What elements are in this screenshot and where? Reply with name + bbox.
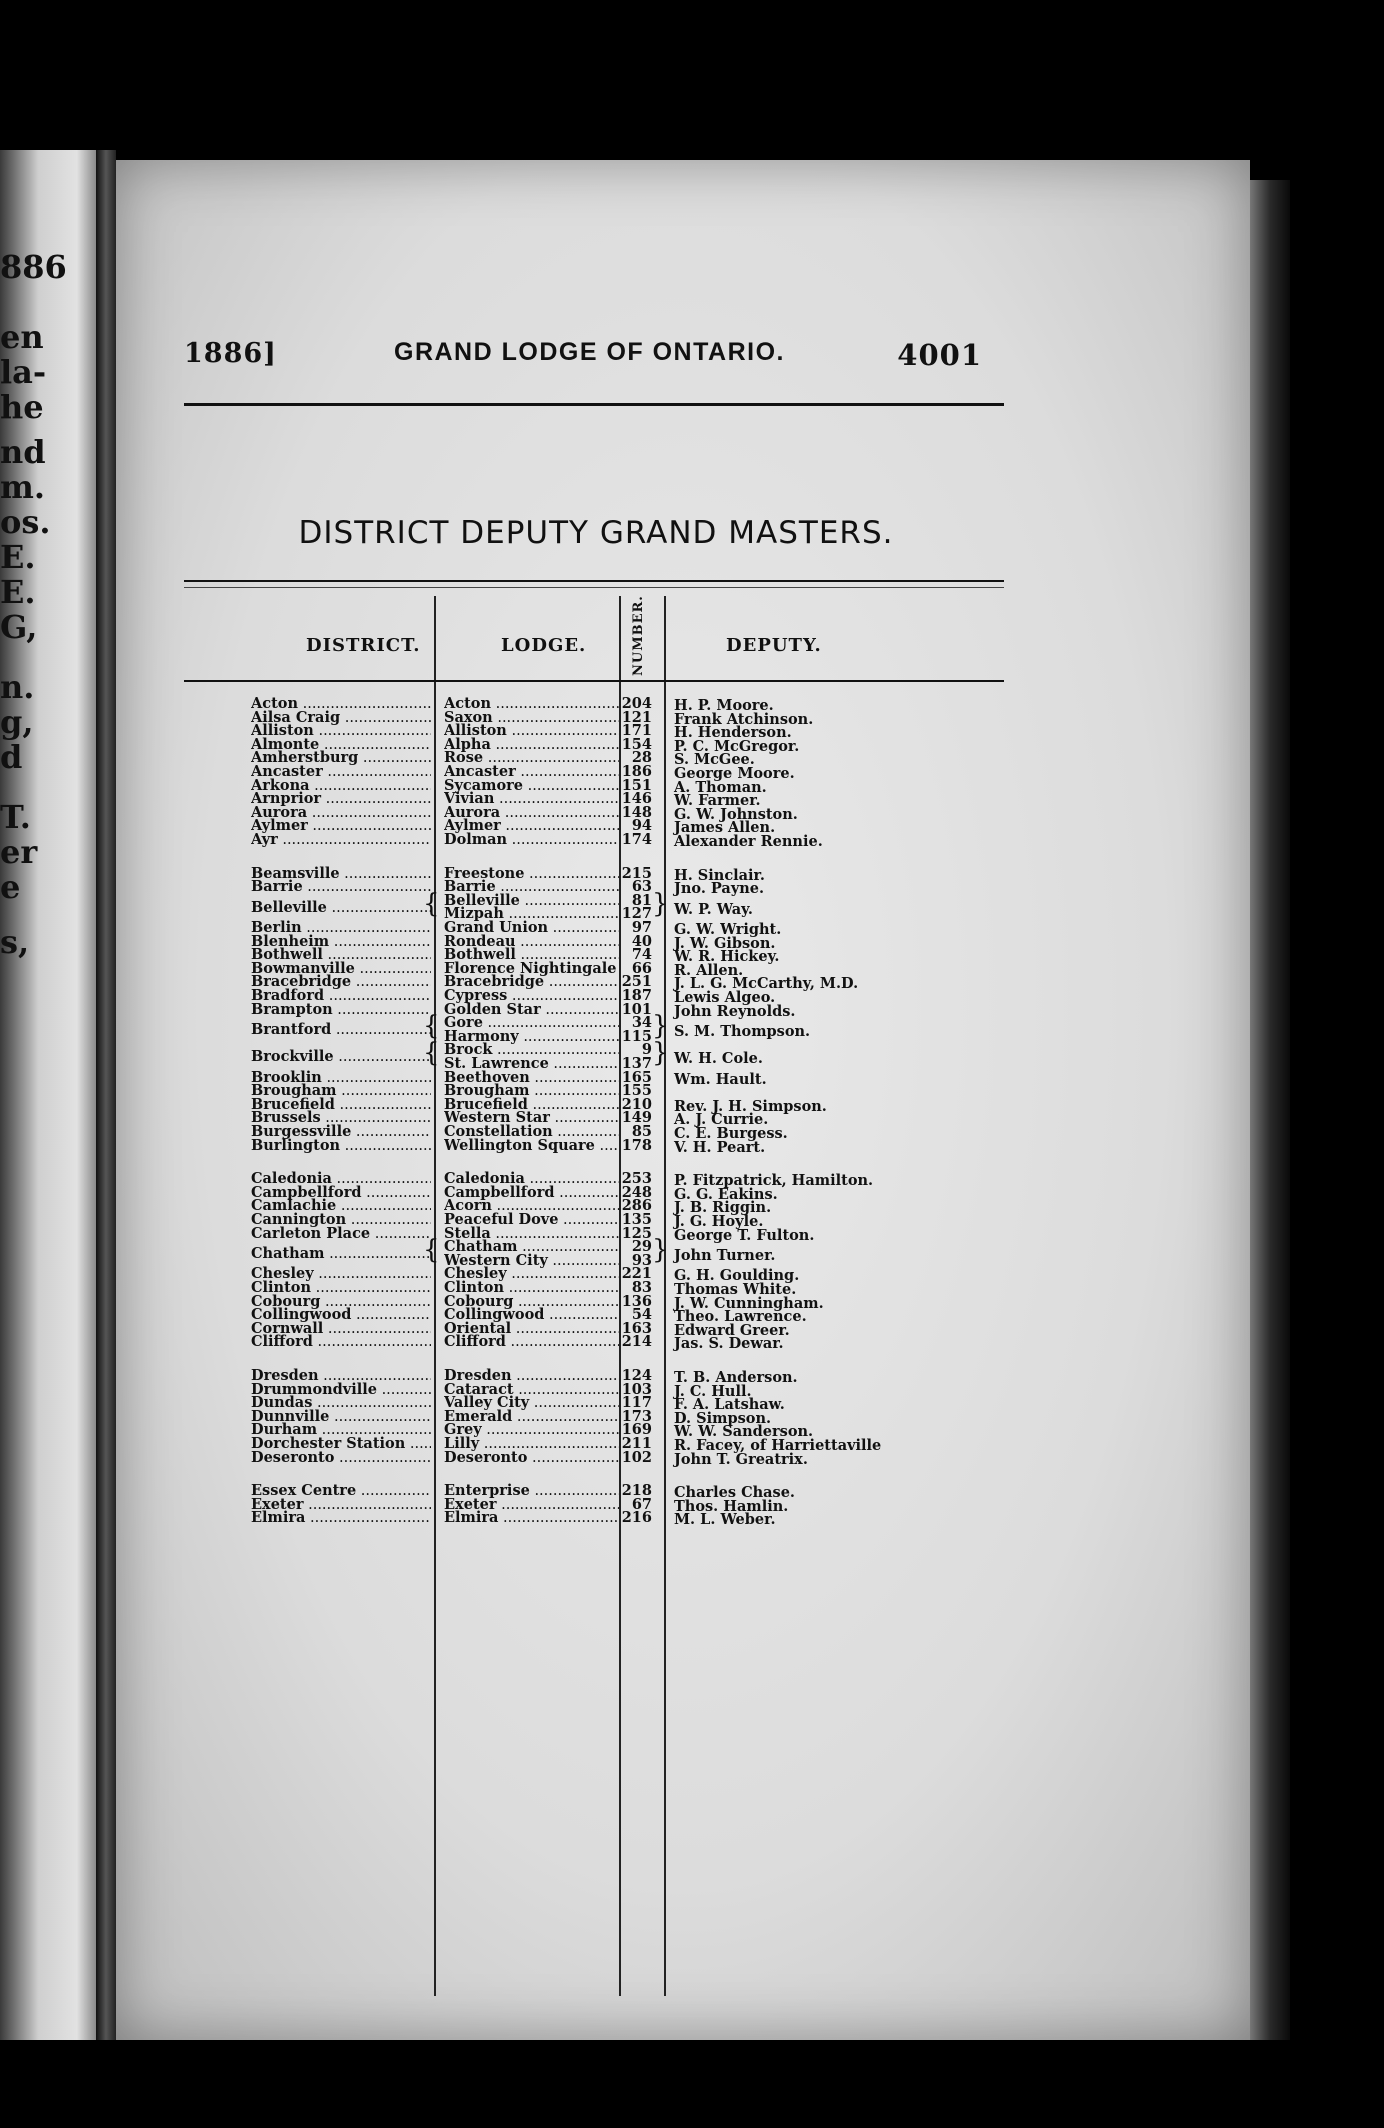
- lodge-name: Cataract .....: [444, 1382, 619, 1398]
- table-row: [116, 1333, 1250, 1353]
- column-header-deputy: DEPUTY.: [726, 635, 822, 656]
- district-name: Essex Centre .....: [251, 1483, 431, 1499]
- lodge-number: 28: [631, 749, 652, 767]
- lodge-name: Vivian .....: [444, 791, 619, 807]
- lodge-name: Bracebridge .....: [444, 974, 619, 990]
- page-year: 1886]: [184, 338, 277, 369]
- lodge-number: 102: [621, 1448, 652, 1466]
- deputy-name: Edward Greer.: [674, 1321, 790, 1339]
- district-name: Ailsa Craig .....: [251, 710, 431, 726]
- district-name: Acton .....: [251, 696, 431, 712]
- lodge-name: Acton .....: [444, 696, 619, 712]
- lodge-name: Grey .....: [444, 1422, 619, 1438]
- left-page-text-fragment: nd: [0, 433, 46, 471]
- title-rule-thin: [184, 587, 1004, 588]
- lodge-name: Rose .....: [444, 750, 619, 766]
- deputy-name: G. W. Wright.: [674, 921, 782, 938]
- deputy-name: J. W. Cunningham.: [674, 1294, 824, 1312]
- deputy-name: H. P. Moore.: [674, 697, 774, 714]
- lodge-number: 253: [621, 1170, 652, 1188]
- district-name: Chesley .....: [251, 1266, 431, 1282]
- left-page-text-fragment: d: [0, 738, 23, 776]
- lodge-name: Beethoven .....: [444, 1070, 619, 1086]
- lodge-name: Chesley .....: [444, 1266, 619, 1282]
- district-name: Bradford .....: [251, 988, 431, 1004]
- district-name: Brockville .....: [251, 1049, 431, 1065]
- lodge-name: Gore .....: [444, 1015, 619, 1031]
- deputy-name: Theo. Lawrence.: [674, 1308, 807, 1326]
- deputy-name: S. McGee.: [674, 751, 755, 769]
- lodge-number: 214: [621, 1333, 652, 1351]
- lodge-number: 165: [621, 1068, 652, 1086]
- lodge-number: 81: [631, 891, 652, 909]
- header-bottom-rule: [184, 680, 1004, 682]
- district-name: Clinton .....: [251, 1280, 431, 1296]
- right-brace: }: [652, 888, 669, 919]
- district-name: Ayr .....: [251, 832, 431, 848]
- deputy-name: Wm. Hault.: [674, 1070, 767, 1088]
- district-name: Barrie .....: [251, 879, 431, 895]
- lodge-name: Mizpah .....: [444, 906, 619, 922]
- district-name: Almonte .....: [251, 737, 431, 753]
- deputy-name: Lewis Algeo.: [674, 989, 776, 1006]
- district-name: Elmira .....: [251, 1510, 431, 1526]
- lodge-number: 101: [621, 1000, 652, 1018]
- lodge-number: 216: [621, 1509, 652, 1527]
- lodge-name: Lilly .....: [444, 1436, 619, 1452]
- lodge-name: Aylmer .....: [444, 818, 619, 834]
- lodge-number: 54: [631, 1306, 652, 1324]
- deputy-name: W. P. Way.: [674, 900, 753, 918]
- deputy-name: Alexander Rennie.: [674, 833, 823, 850]
- lodge-number: 186: [621, 763, 652, 780]
- deputy-name: W. R. Hickey.: [674, 948, 780, 966]
- lodge-number: 125: [621, 1224, 652, 1242]
- district-name: Aylmer .....: [251, 818, 431, 834]
- left-page-text-fragment: n.: [0, 668, 35, 706]
- lodge-number: 136: [621, 1292, 652, 1310]
- lodge-number: 155: [621, 1082, 652, 1100]
- deputy-name: F. A. Latshaw.: [674, 1396, 785, 1414]
- left-page-text-fragment: E.: [0, 538, 36, 576]
- district-name: Alliston .....: [251, 723, 431, 739]
- deputy-name: J. C. Hull.: [674, 1382, 752, 1400]
- left-page-text-fragment: G,: [0, 608, 38, 646]
- column-header-number: NUMBER.: [631, 595, 646, 676]
- deputy-name: C. E. Burgess.: [674, 1125, 788, 1142]
- lodge-name: Clinton .....: [444, 1280, 619, 1296]
- page-title: DISTRICT DEPUTY GRAND MASTERS.: [298, 515, 894, 551]
- district-name: Amherstburg .....: [251, 750, 431, 766]
- table-row: [116, 1038, 1250, 1072]
- lodge-name: Exeter .....: [444, 1497, 619, 1513]
- lodge-number: 146: [621, 790, 652, 808]
- lodge-number: 117: [621, 1394, 652, 1412]
- district-name: Brougham .....: [251, 1083, 431, 1099]
- deputy-name: Frank Atchinson.: [674, 710, 814, 728]
- lodge-number: 187: [621, 987, 652, 1004]
- left-page-text-fragment: er: [0, 833, 38, 871]
- lodge-number: 169: [621, 1421, 652, 1439]
- deputy-name: P. Fitzpatrick, Hamilton.: [674, 1172, 874, 1190]
- district-name: Cobourg .....: [251, 1294, 431, 1310]
- district-name: Arkona .....: [251, 778, 431, 794]
- deputy-name: Rev. J. H. Simpson.: [674, 1097, 827, 1115]
- district-name: Brussels .....: [251, 1110, 431, 1126]
- district-name: Ancaster .....: [251, 764, 431, 780]
- lodge-number: 29: [631, 1238, 652, 1256]
- lodge-name: Deseronto .....: [444, 1450, 619, 1466]
- left-page-text-fragment: he: [0, 388, 44, 426]
- lodge-number: 127: [621, 905, 652, 923]
- lodge-name: Aurora .....: [444, 805, 619, 821]
- lodge-number: 173: [621, 1407, 652, 1425]
- lodge-number: 63: [631, 878, 652, 896]
- district-name: Durham .....: [251, 1422, 431, 1438]
- deputy-name: J. G. Hoyle.: [674, 1213, 764, 1230]
- lodge-name: Western City .....: [444, 1253, 619, 1269]
- deputy-name: G. W. Johnston.: [674, 805, 798, 823]
- district-name: Dresden .....: [251, 1368, 431, 1384]
- lodge-number: 286: [621, 1197, 652, 1215]
- lodge-number: 85: [631, 1123, 652, 1140]
- lodge-name: Oriental .....: [444, 1321, 619, 1337]
- deputy-name: R. Allen.: [674, 961, 744, 979]
- lodge-name: Harmony .....: [444, 1029, 619, 1045]
- lodge-number: 66: [631, 959, 652, 977]
- district-name: Deseronto .....: [251, 1450, 431, 1466]
- lodge-name: Barrie .....: [444, 879, 619, 895]
- deputy-name: H. Sinclair.: [674, 866, 765, 884]
- lodge-name: Chatham .....: [444, 1239, 619, 1255]
- lodge-name: Peaceful Dove .....: [444, 1212, 619, 1228]
- deputy-name: A. J. Currie.: [674, 1111, 769, 1129]
- lodge-name: Clifford .....: [444, 1334, 619, 1350]
- left-page-text-fragment: en: [0, 318, 44, 356]
- deputy-name: G. G. Eakins.: [674, 1185, 778, 1203]
- lodge-name: Saxon .....: [444, 710, 619, 726]
- book-gutter: [96, 150, 116, 2040]
- lodge-number: 204: [621, 695, 652, 712]
- title-rule: [184, 580, 1004, 582]
- lodge-number: 178: [621, 1136, 652, 1154]
- left-page-text-fragment: 886: [0, 248, 67, 286]
- lodge-number: 74: [631, 946, 652, 964]
- left-page-text-fragment: os.: [0, 503, 51, 541]
- lodge-name: Cypress .....: [444, 988, 619, 1004]
- left-page-text-fragment: s,: [0, 923, 30, 961]
- lodge-name: Emerald .....: [444, 1409, 619, 1425]
- district-name: Caledonia .....: [251, 1171, 431, 1187]
- lodge-name: Bothwell .....: [444, 947, 619, 963]
- lodge-name: Dresden .....: [444, 1368, 619, 1384]
- lodge-name: Rondeau .....: [444, 934, 619, 950]
- header-rule: [184, 403, 1004, 406]
- lodge-number: 154: [621, 735, 652, 753]
- lodge-name: Golden Star .....: [444, 1002, 619, 1018]
- district-name: Campbellford .....: [251, 1185, 431, 1201]
- right-brace: }: [652, 1011, 669, 1042]
- lodge-number: 40: [631, 932, 652, 950]
- lodge-number: 115: [621, 1027, 652, 1045]
- right-brace: }: [652, 1038, 669, 1069]
- lodge-number: 83: [631, 1279, 652, 1296]
- lodge-name: Acorn .....: [444, 1198, 619, 1214]
- district-name: Clifford .....: [251, 1334, 431, 1350]
- deputy-name: Charles Chase.: [674, 1484, 795, 1502]
- table-row: [116, 1136, 1250, 1156]
- lodge-name: Elmira .....: [444, 1510, 619, 1526]
- lodge-name: Western Star .....: [444, 1110, 619, 1126]
- lodge-name: Collingwood .....: [444, 1307, 619, 1323]
- lodge-number: 163: [621, 1319, 652, 1337]
- deputy-name: M. L. Weber.: [674, 1511, 776, 1529]
- deputy-name: G. H. Goulding.: [674, 1267, 800, 1285]
- district-name: Exeter .....: [251, 1497, 431, 1513]
- lodge-number: 93: [631, 1251, 652, 1269]
- lodge-number: 67: [631, 1495, 652, 1513]
- lodge-number: 137: [621, 1054, 652, 1072]
- lodge-number: 148: [621, 803, 652, 821]
- lodge-number: 215: [621, 864, 652, 882]
- deputy-name: V. H. Peart.: [674, 1138, 766, 1156]
- district-name: Brooklin .....: [251, 1070, 431, 1086]
- lodge-number: 97: [631, 919, 652, 936]
- right-brace: }: [652, 1235, 669, 1266]
- deputy-name: George T. Fulton.: [674, 1226, 815, 1244]
- deputy-name: James Allen.: [674, 819, 776, 837]
- lodge-number: 124: [621, 1367, 652, 1384]
- district-name: Aurora .....: [251, 805, 431, 821]
- lodge-number: 121: [621, 708, 652, 726]
- deputy-name: J. W. Gibson.: [674, 934, 776, 952]
- district-name: Chatham .....: [251, 1246, 431, 1262]
- district-name: Dunnville .....: [251, 1409, 431, 1425]
- page: [116, 160, 1250, 2040]
- lodge-name: Alpha .....: [444, 737, 619, 753]
- column-header-lodge: LODGE.: [501, 635, 587, 656]
- district-name: Bowmanville .....: [251, 961, 431, 977]
- lodge-name: Sycamore .....: [444, 778, 619, 794]
- deputy-name: A. Thoman.: [674, 778, 767, 796]
- lodge-number: 174: [621, 831, 652, 848]
- lodge-number: 251: [621, 973, 652, 991]
- district-name: Brampton .....: [251, 1002, 431, 1018]
- deputy-name: T. B. Anderson.: [674, 1369, 798, 1386]
- deputy-name: Thomas White.: [674, 1281, 797, 1298]
- lodge-name: Grand Union .....: [444, 920, 619, 936]
- lodge-name: Belleville .....: [444, 893, 619, 909]
- lodge-number: 248: [621, 1183, 652, 1201]
- lodge-name: Caledonia .....: [444, 1171, 619, 1187]
- district-name: Berlin .....: [251, 920, 431, 936]
- deputy-name: H. Henderson.: [674, 724, 792, 742]
- deputy-name: R. Facey, of Harriettaville: [674, 1437, 882, 1454]
- district-name: Dundas .....: [251, 1395, 431, 1411]
- district-name: Burlington .....: [251, 1138, 431, 1154]
- lodge-name: Campbellford .....: [444, 1185, 619, 1201]
- lodge-name: Brucefield .....: [444, 1097, 619, 1113]
- deputy-name: John T. Greatrix.: [674, 1450, 808, 1468]
- lodge-name: Brock .....: [444, 1042, 619, 1058]
- column-header-district: DISTRICT.: [306, 635, 421, 656]
- left-page-text-fragment: la-: [0, 353, 47, 391]
- deputy-name: P. C. McGregor.: [674, 737, 800, 755]
- deputy-name: George Moore.: [674, 765, 795, 782]
- lodge-number: 151: [621, 776, 652, 794]
- lodge-number: 171: [621, 722, 652, 740]
- deputy-name: J. L. G. McCarthy, M.D.: [674, 975, 859, 993]
- deputy-name: W. H. Cole.: [674, 1050, 763, 1068]
- lodge-name: Dolman .....: [444, 832, 619, 848]
- page-edge-shadow: [1250, 180, 1290, 2040]
- lodge-name: Alliston .....: [444, 723, 619, 739]
- deputy-name: S. M. Thompson.: [674, 1022, 811, 1040]
- deputy-name: John Reynolds.: [674, 1002, 796, 1020]
- lodge-number: 9: [641, 1041, 652, 1059]
- deputy-name: J. B. Riggin.: [674, 1199, 772, 1217]
- deputy-name: W. Farmer.: [674, 792, 761, 810]
- district-name: Cornwall .....: [251, 1321, 431, 1337]
- district-name: Beamsville .....: [251, 866, 431, 882]
- left-page-text-fragment: T.: [0, 798, 31, 836]
- running-title: GRAND LODGE OF ONTARIO.: [394, 338, 785, 366]
- lodge-number: 94: [631, 817, 652, 835]
- district-name: Camlachie .....: [251, 1198, 431, 1214]
- page-number: 4001: [897, 338, 982, 372]
- lodge-name: St. Lawrence .....: [444, 1056, 619, 1072]
- district-name: Burgessville .....: [251, 1124, 431, 1140]
- left-brace: {: [423, 1038, 440, 1069]
- lodge-number: 135: [621, 1211, 652, 1228]
- lodge-name: Florence Nightingale .....: [444, 961, 619, 977]
- lodge-number: 34: [631, 1014, 652, 1032]
- table-row: [116, 831, 1250, 850]
- table-row: [116, 1448, 1250, 1468]
- district-name: Brantford .....: [251, 1022, 431, 1038]
- left-brace: {: [423, 1235, 440, 1266]
- left-page-text-fragment: e: [0, 868, 21, 906]
- lodge-name: Enterprise .....: [444, 1483, 619, 1499]
- lodge-number: 218: [621, 1482, 652, 1500]
- deputy-name: Thos. Hamlin.: [674, 1497, 789, 1515]
- table-row: [116, 1509, 1250, 1529]
- lodge-name: Brougham .....: [444, 1083, 619, 1099]
- deputy-name: W. W. Sanderson.: [674, 1423, 814, 1441]
- left-brace: {: [423, 1011, 440, 1042]
- lodge-number: 211: [621, 1435, 652, 1452]
- lodge-number: 210: [621, 1095, 652, 1113]
- lodge-name: Wellington Square .....: [444, 1138, 619, 1154]
- district-name: Cannington .....: [251, 1212, 431, 1228]
- district-name: Bothwell .....: [251, 947, 431, 963]
- deputy-name: John Turner.: [674, 1246, 776, 1264]
- lodge-name: Stella .....: [444, 1226, 619, 1242]
- left-page-text-fragment: m.: [0, 468, 45, 506]
- deputy-name: Jno. Payne.: [674, 880, 765, 898]
- lodge-name: Ancaster .....: [444, 764, 619, 780]
- district-name: Collingwood .....: [251, 1307, 431, 1323]
- deputy-name: Jas. S. Dewar.: [674, 1335, 784, 1353]
- district-name: Drummondville .....: [251, 1382, 431, 1398]
- lodge-number: 149: [621, 1109, 652, 1127]
- district-name: Belleville .....: [251, 900, 431, 916]
- adjacent-page-fragment: [0, 150, 96, 2040]
- district-name: Bracebridge .....: [251, 974, 431, 990]
- district-name: Blenheim .....: [251, 934, 431, 950]
- left-brace: {: [423, 888, 440, 919]
- lodge-number: 221: [621, 1265, 652, 1283]
- deputy-name: D. Simpson.: [674, 1409, 772, 1427]
- left-page-text-fragment: E.: [0, 573, 36, 611]
- lodge-name: Valley City .....: [444, 1395, 619, 1411]
- district-name: Carleton Place .....: [251, 1226, 431, 1242]
- district-name: Arnprior .....: [251, 791, 431, 807]
- lodge-name: Cobourg .....: [444, 1294, 619, 1310]
- district-name: Brucefield .....: [251, 1097, 431, 1113]
- lodge-name: Freestone .....: [444, 866, 619, 882]
- lodge-number: 103: [621, 1380, 652, 1398]
- district-name: Dorchester Station .....: [251, 1436, 431, 1452]
- left-page-text-fragment: g,: [0, 703, 34, 741]
- lodge-name: Constellation .....: [444, 1124, 619, 1140]
